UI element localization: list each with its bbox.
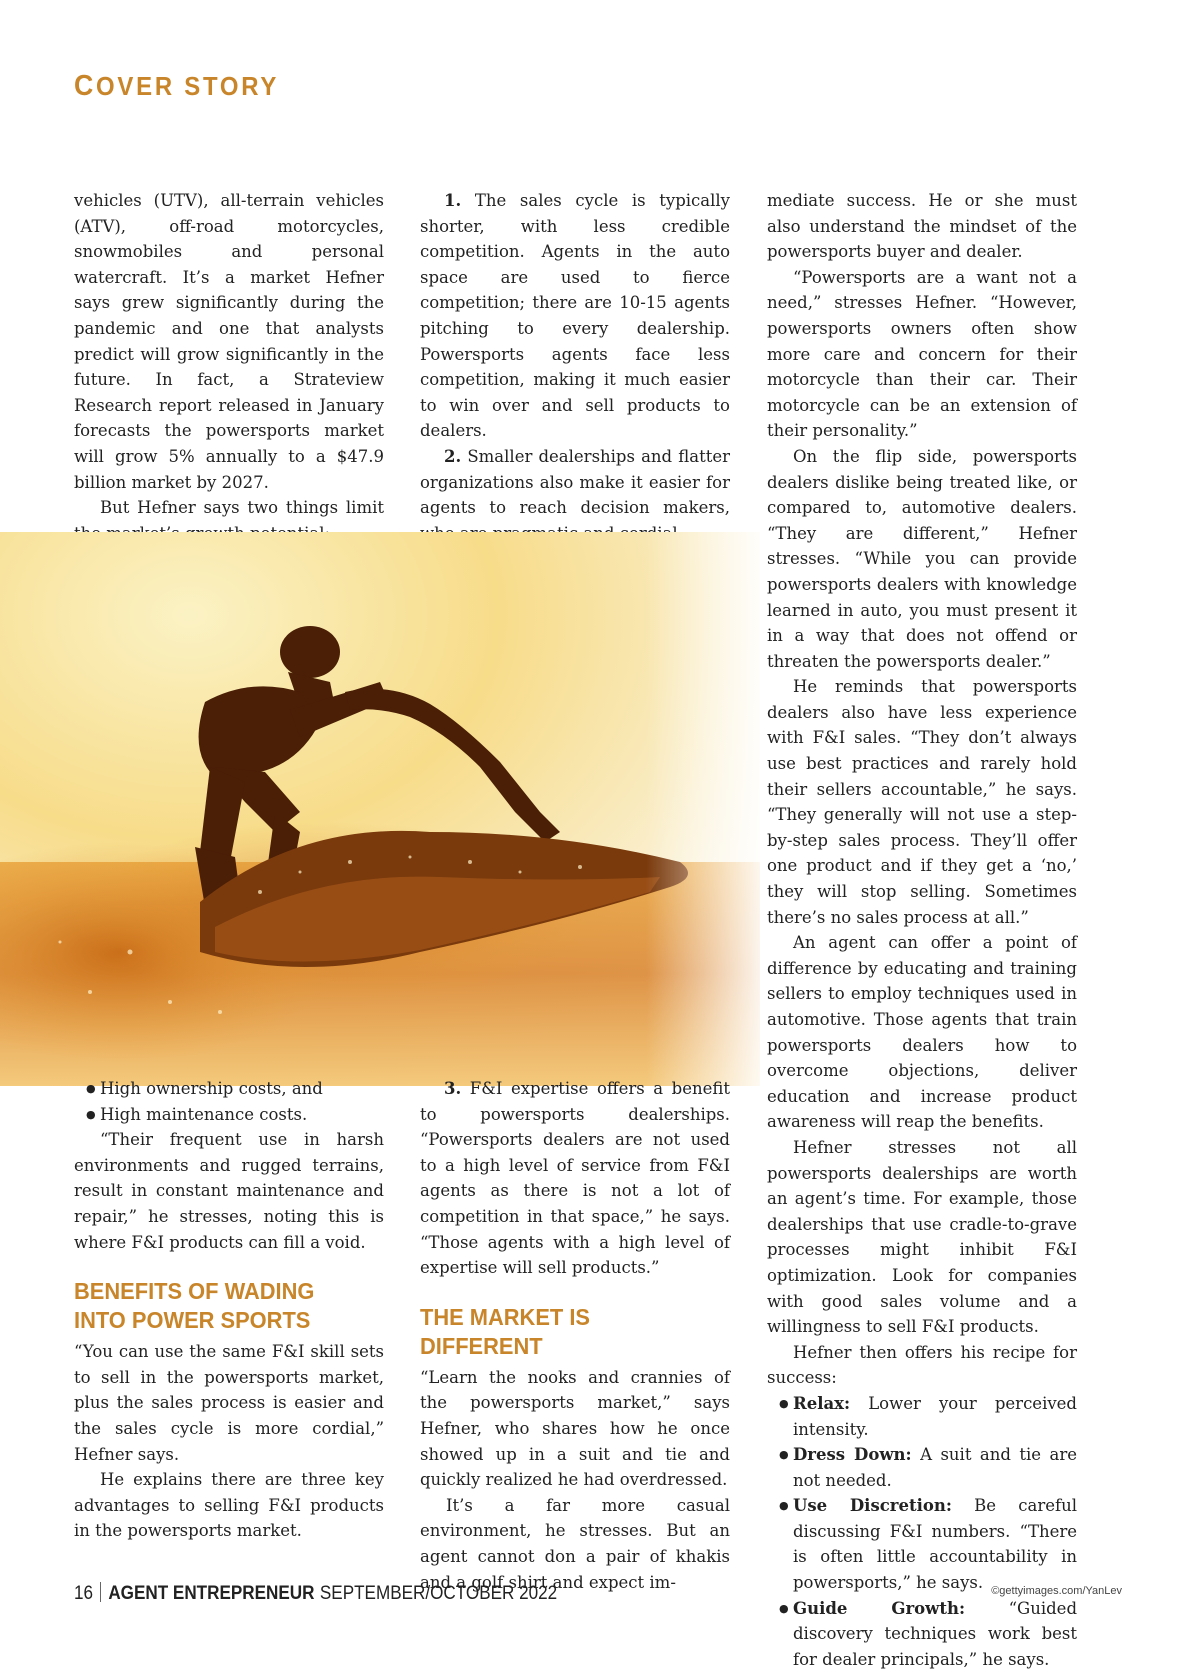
tip-label: Use Discretion:	[793, 1496, 952, 1516]
column-2-bottom	[420, 1076, 730, 1595]
page-number: 16	[74, 1583, 94, 1604]
paragraph: On the flip side, powersports dealers dislike being treated like, or compared to, automotive dealers. “They are different,” Hefner stresses. “While you can provide powersports dealers with knowledge learned in auto, you must present it in a way that does not offend or threaten the powersports dealer.”	[767, 446, 1077, 671]
limit-list	[74, 1076, 384, 1127]
tip-label: Guide Growth:	[793, 1598, 966, 1618]
paragraph: An agent can offer a point of difference by educating and training sellers to employ techniques used in automotive. Those agents that train powersports dealers how to overcome objections, deliver education and increase product awareness will reap the benefits.	[767, 933, 1077, 1132]
list-item	[767, 1596, 1077, 1672]
section-heading-benefits	[74, 1277, 362, 1335]
section-tag	[74, 70, 279, 103]
paragraph: mediate success. He or she must also understand the mindset of the powersports buyer and dealer.	[767, 191, 1077, 262]
item-text: Smaller dealerships and flatter organizations also make it easier for agents to reach decision makers,	[420, 446, 730, 518]
section-heading-market: THE MARKET IS DIFFERENT	[420, 1303, 590, 1359]
tip-label: Dress Down:	[793, 1445, 912, 1465]
column-1-top	[74, 188, 384, 546]
jet-ski-rider-silhouette-icon	[0, 532, 760, 1086]
paragraph: “Powersports are a want not a need,” stresses Hefner. “However, powersports owners often show more care and concern for their motorcycle than their car. Their motorcycle can be an extension of their personality.”	[767, 267, 1077, 441]
paragraph: “Their frequent use in harsh environments and rugged terrains, result in constant maintenance and repair,” he stresses, noting this is where F&I products can fill a void.	[74, 1130, 384, 1252]
paragraph: He reminds that powersports dealers also have less experience with F&I sales. “They don’t always use best practices and rarely hold their sellers accountable,” he says. “They generally will not use a step-by-step sales process. They’ll offer one product and if they get a ‘no,’ they will stop selling. Sometimes there’s no sales process at all.”	[767, 677, 1077, 927]
section-tag-initial: C	[74, 70, 97, 102]
tip-text: Be careful discussing F&I numbers. “There is often little accountability in powersports,” he says.	[793, 1496, 1077, 1593]
column-3	[767, 188, 1077, 1672]
magazine-title: AGENT ENTREPRENEUR	[108, 1583, 315, 1604]
paragraph: He explains there are three key advantages to selling F&I products in the powersports market.	[74, 1470, 384, 1541]
page-footer	[74, 1582, 557, 1605]
list-item	[767, 1493, 1077, 1595]
section-tag-rest: OVER STORY	[96, 71, 280, 101]
paragraph: “You can use the same F&I skill sets to sell in the powersports market, plus the sales process is easier and the sales cycle is more cordial,” Hefner says.	[74, 1342, 384, 1464]
item-text: F&I expertise offers a benefit to powersports dealerships. “Powersports dealers are not used to a high level of service from F&I agents as there is not a lot of competition in that space,” he says. “Those agents with a high level of expertise will sell products.”	[420, 1079, 730, 1278]
numbered-item-2	[420, 444, 730, 546]
success-tips-list	[767, 1391, 1077, 1672]
item-number: 2.	[444, 446, 462, 466]
tip-text: Lower your perceived intensity.	[793, 1393, 1077, 1439]
photo-credit: ©gettyimages.com/YanLev	[991, 1585, 1122, 1597]
paragraph: “Learn the nooks and crannies of the powersports market,” says Hefner, who shares how he once showed up in a suit and tie and quickly realized he had overdressed.	[420, 1367, 730, 1490]
heading-line: INTO POWER SPORTS	[74, 1307, 311, 1334]
list-item	[767, 1442, 1077, 1493]
footer-divider	[100, 1582, 101, 1602]
paragraph: But Hefner says two things limit	[100, 498, 384, 518]
numbered-item-1	[420, 188, 730, 444]
paragraph: It’s a far more casual environment, he stresses. But an agent cannot don a pair of khakis and a golf shirt and expect im-	[420, 1495, 730, 1592]
list-item: ● High maintenance costs.	[74, 1102, 384, 1128]
column-1-bottom	[74, 1076, 384, 1544]
numbered-item-3	[420, 1076, 730, 1281]
item-text: The sales cycle is typically shorter, with less credible competition. Agents in the auto space are used to fierce competition; there are 10-15 agents pitching to every dealership. Powersports agents face less competition, making it much easier to win over and sell products to dealers.	[420, 191, 731, 441]
list-item	[767, 1391, 1077, 1442]
item-number: 1.	[444, 191, 462, 210]
heading-line: BENEFITS OF WADING	[74, 1278, 315, 1305]
jet-ski-photo	[0, 532, 760, 1086]
list-item: ● High ownership costs, and	[74, 1076, 384, 1102]
tip-text: A suit and tie are not needed.	[793, 1445, 1077, 1490]
item-number: 3.	[444, 1079, 462, 1098]
issue-date: SEPTEMBER/OCTOBER 2022	[319, 1583, 558, 1604]
paragraph: Hefner stresses not all powersports dealerships are worth an agent’s time. For example, those dealerships that use cradle-to-grave processes might inhibit F&I optimization. Look for companies with good sales volume and a willingness to sell F&I products.	[767, 1137, 1077, 1337]
paragraph: Hefner then offers his recipe for success:	[767, 1342, 1077, 1388]
paragraph: vehicles (UTV), all-terrain vehicles (ATV), off-road motorcycles, snowmobiles and personal watercraft. It’s a market Hefner says grew significantly during the pandemic and one that analysts predict will grow significantly in the future. In fact, a Strateview Research report released in January forecasts the powersports market will grow 5% annually to a $47.9 billion market by 2027.	[74, 191, 384, 492]
tip-label: Relax:	[793, 1393, 851, 1413]
column-2-top	[420, 188, 730, 546]
tip-text: “Guided discovery techniques work best for dealer principals,” he says.	[793, 1598, 1078, 1669]
